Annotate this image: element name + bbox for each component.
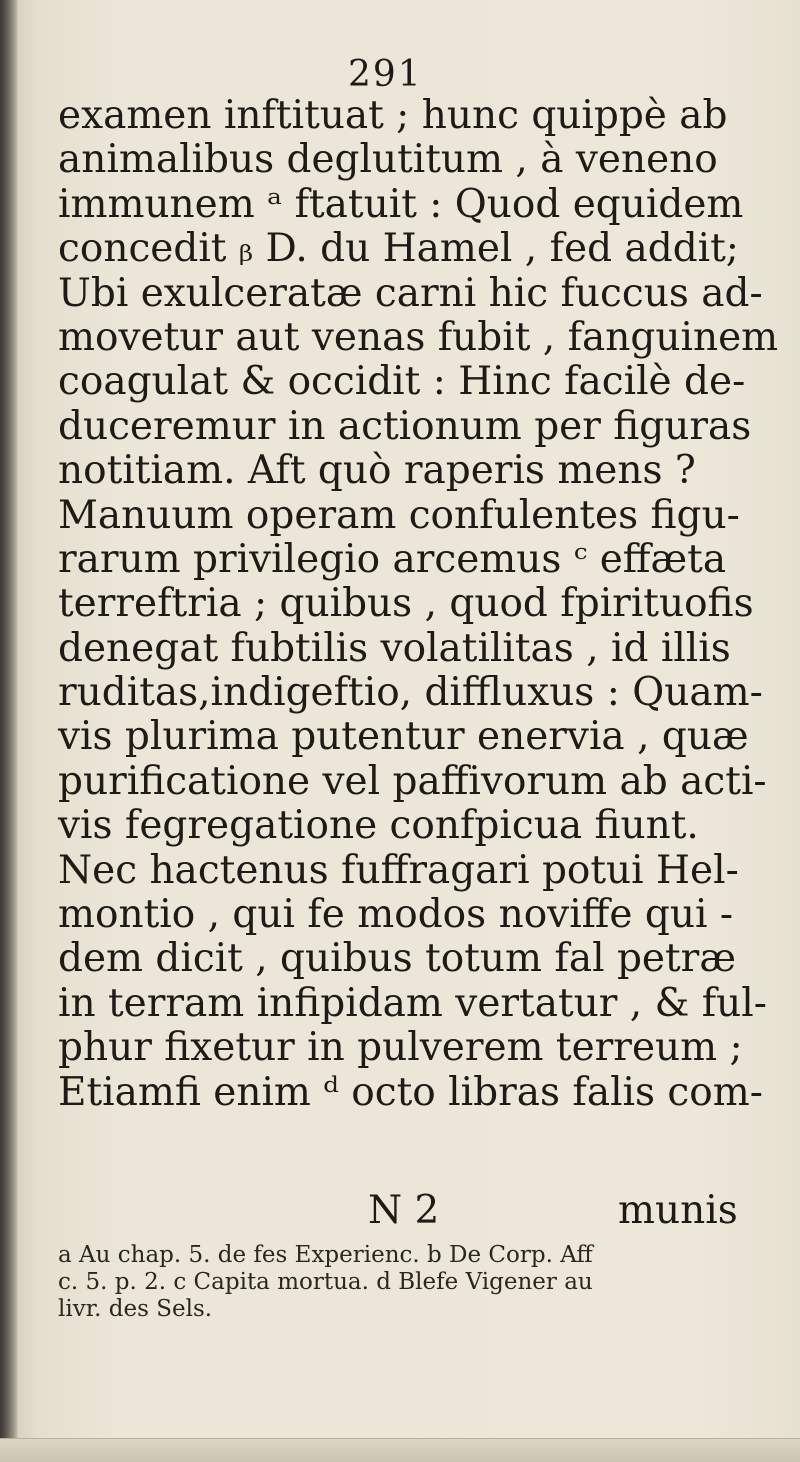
binding-gutter [0,0,18,1461]
body-text [58,93,779,1115]
text-line: montio , qui fe modos noviffe qui - [58,892,733,938]
text-line: Etiamfi enim ᵈ octo libras falis com- [58,1069,763,1115]
text-line: in terram infipidam vertatur , & ful- [58,980,767,1026]
footnote-line: a Au chap. 5. de fes Experienc. b De Corp. Aff [58,1242,593,1268]
page-number: 291 [348,54,423,95]
text-line: denegat fubtilis volatilitas , id illis [58,625,731,671]
footnote-line: livr. des Sels. [58,1296,213,1322]
text-line: immunem ᵃ ftatuit : Quod equidem [58,181,744,227]
text-line: notitiam. Aft quò raperis mens ? [58,448,696,494]
text-line: vis fegregatione confpicua fiunt. [58,803,699,849]
text-line: Nec hactenus fuffragari potui Hel- [58,847,739,893]
text-line: vis plurima putentur enervia , quæ [58,714,749,760]
text-line: examen inftituat ; hunc quippè ab [58,93,728,138]
text-line: phur fixetur in pulverem terreum ; [58,1025,743,1071]
text-line: duceremur in actionum per figuras [58,403,752,449]
catchword: munis [618,1188,738,1233]
text-line: purificatione vel paffivorum ab acti- [58,758,767,804]
text-line: coagulat & occidit : Hinc facilè de- [58,359,746,405]
text-line: movetur aut venas fubit , fanguinem [58,314,779,360]
text-line: concedit ᵦ D. du Hamel , fed addit; [58,226,739,272]
text-line: Manuum operam confulentes figu- [58,492,740,538]
signature-mark: N 2 [368,1188,440,1233]
text-line: terreftria ; quibus , quod fpirituofis [58,581,754,627]
text-line: ruditas,indigeftio, diffluxus : Quam- [58,670,763,716]
footnotes [58,1242,758,1323]
text-line: animalibus deglutitum , à veneno [58,137,718,183]
text-line: Ubi exulceratæ carni hic fuccus ad- [58,270,763,316]
text-line: dem dicit , quibus totum fal petræ [58,936,736,982]
text-line: rarum privilegio arcemus ᶜ effæta [58,536,727,582]
footnote-line: c. 5. p. 2. c Capita mortua. d Blefe Vigener au [58,1269,593,1295]
page-bottom-edge [0,1438,800,1462]
